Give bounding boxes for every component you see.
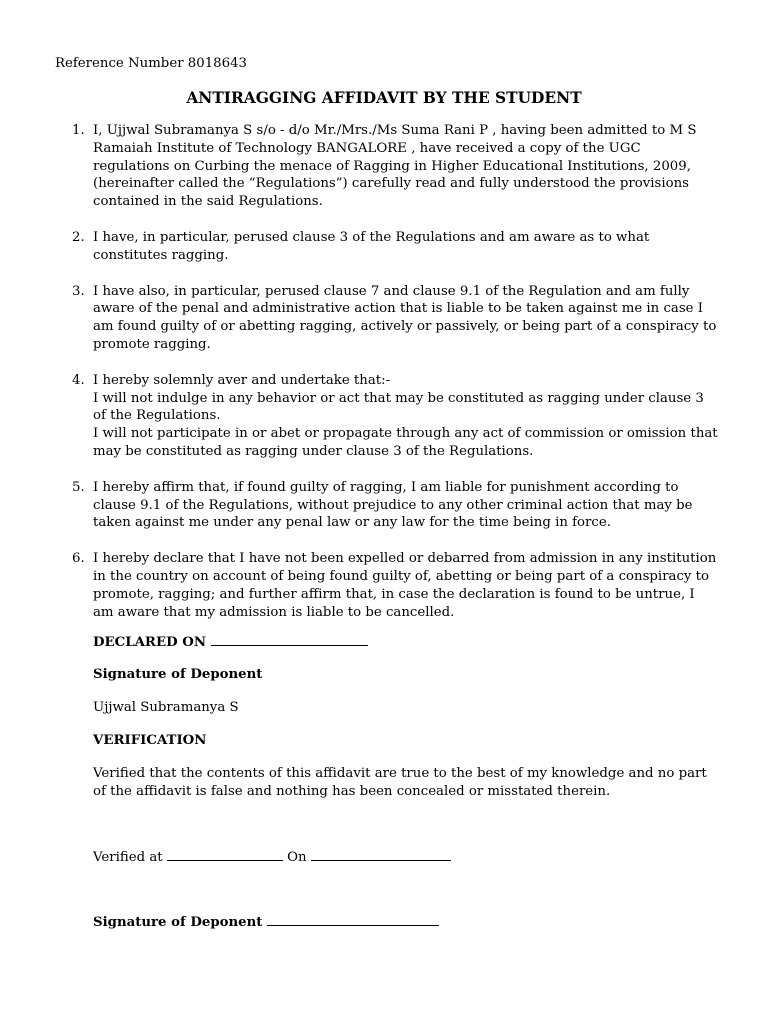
- clause-text: I will not participate in or abet or propagate through any act of commission or omission that may be constituted as ragging under clause 3 of the Regulations.: [93, 426, 718, 459]
- final-signature-label: Signature of Deponent: [93, 915, 263, 930]
- clause-text: I have, in particular, perused clause 3 of the Regulations and am aware as to what constitutes ragging.: [93, 229, 650, 263]
- clause-item: [72, 550, 718, 621]
- declared-on-line: [93, 633, 718, 652]
- clause-text: I, Ujjwal Subramanya S s/o - d/o Mr./Mrs./Ms Suma Rani P , having been admitted to M S Ramaiah Institute of Technology BANGALORE , have received a copy of the UGC regulations on Curbing the menace of Ragging in Higher Educational Institutions, 2009, (hereinafter called the “Regulations”) carefully read and fully understood the provisions contained in the said Regulations.: [93, 123, 697, 210]
- clause-text: I have also, in particular, perused clause 7 and clause 9.1 of the Regulation and am fully aware of the penal and administrative action that is liable to be taken against me in case I am found guilty of or abetting ragging, actively or passively, or being part of a conspiracy to promote ragging.: [93, 283, 717, 352]
- verified-at-line: [93, 848, 718, 867]
- signature-of-deponent: Signature of Deponent: [93, 667, 263, 682]
- verification-text: Verified that the contents of this affidavit are true to the best of my knowledge and no part of the affidavit is false and nothing has been concealed or misstated therein.: [93, 766, 707, 799]
- clause-text: I hereby solemnly aver and undertake that:-: [93, 372, 391, 388]
- clause-item: [72, 372, 718, 461]
- clause-item: [72, 283, 718, 354]
- clause-item: [72, 479, 718, 532]
- final-signature-blank: [267, 913, 439, 926]
- clause-number: 1.: [72, 123, 85, 138]
- on-label: On: [287, 850, 307, 865]
- clause-number: 3.: [72, 283, 85, 299]
- clause-text: I hereby affirm that, if found guilty of ragging, I am liable for punishment according to clause 9.1 of the Regulations, without prejudice to any other criminal action that may be taken against me under any penal law or any law for the time being in force.: [93, 479, 693, 531]
- verified-at-label: Verified at: [93, 850, 163, 865]
- clause-list: [72, 122, 718, 639]
- clause-number: 2.: [72, 229, 85, 245]
- reference-number: Reference Number 8018643: [55, 56, 247, 71]
- on-date-blank: [311, 848, 451, 861]
- declared-on-label: DECLARED ON: [93, 635, 206, 650]
- verification-heading: VERIFICATION: [93, 733, 207, 748]
- declared-on-blank: [211, 633, 368, 646]
- clause-text: I will not indulge in any behavior or act that may be constituted as ragging under clause 3 of the Regulations.: [93, 390, 704, 424]
- document-title: ANTIRAGGING AFFIDAVIT BY THE STUDENT: [186, 89, 582, 107]
- deponent-name: Ujjwal Subramanya S: [93, 700, 239, 715]
- clause-item: [72, 229, 718, 265]
- clause-item: [72, 122, 718, 211]
- final-signature-line: [93, 913, 718, 932]
- clause-number: 5.: [72, 479, 85, 495]
- clause-number: 6.: [72, 551, 85, 567]
- clause-text: I hereby declare that I have not been expelled or debarred from admission in any institution in the country on account of being found guilty of, abetting or being part of a conspiracy to promote, ragging; and further affirm that, in case the declaration is found to be untrue, I am aware that my admission is liable to be cancelled.: [93, 551, 717, 620]
- clause-number: 4.: [72, 372, 85, 388]
- verified-at-blank: [167, 848, 283, 861]
